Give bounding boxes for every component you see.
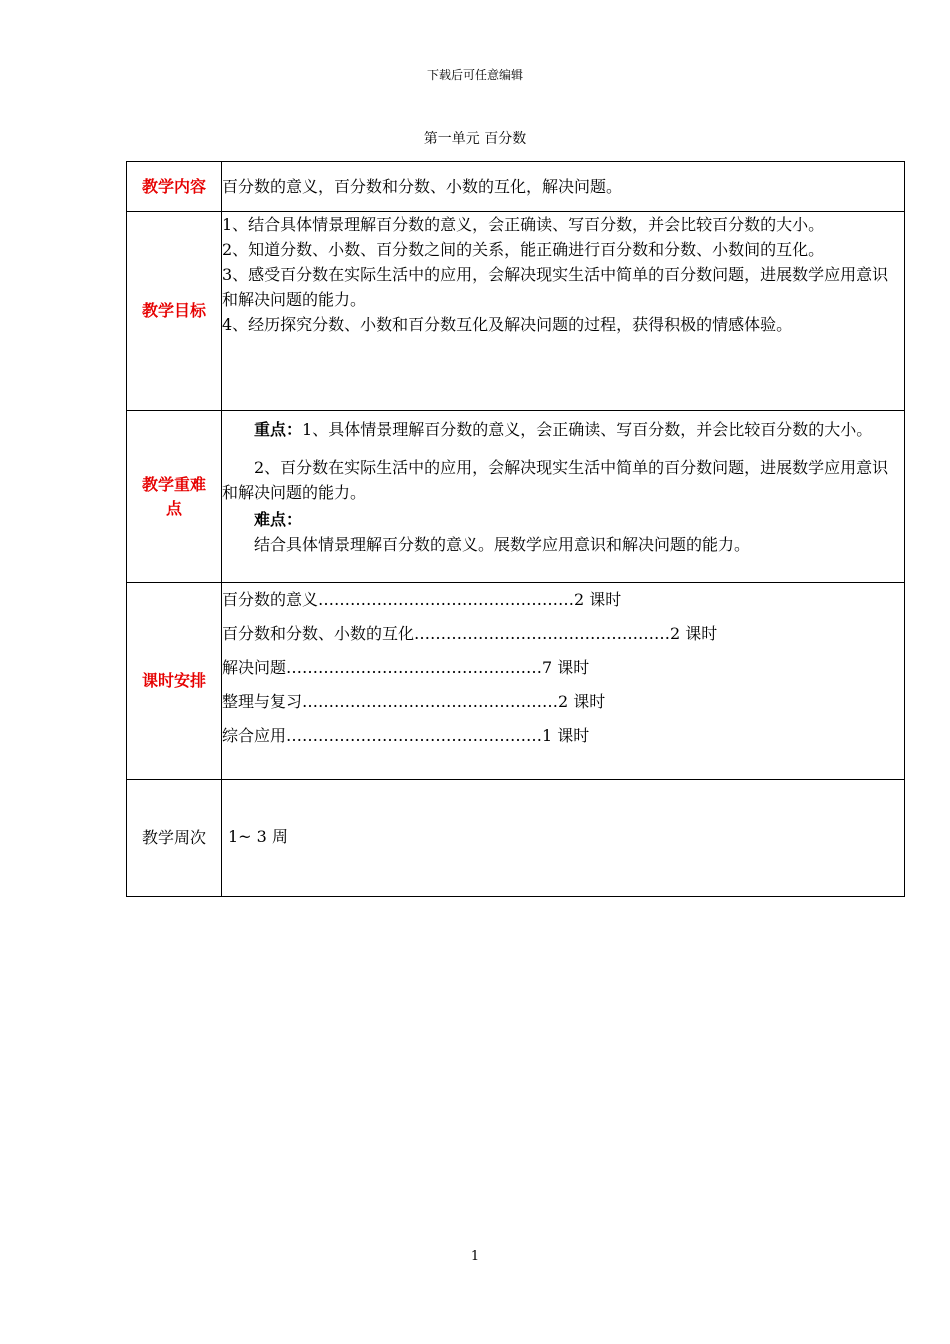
label-key-difficult-points: [127, 411, 222, 583]
difficult-text: 结合具体情景理解百分数的意义。展数学应用意识和解决问题的能力。: [254, 535, 751, 554]
header-note: 下载后可任意编辑: [426, 68, 523, 82]
label-teaching-weeks: 教学周次: [127, 780, 222, 897]
label-teaching-content: 教学内容: [127, 162, 222, 212]
cell-schedule: [222, 583, 905, 780]
schedule-item: 整理与复习…………………………………………2 课时: [222, 692, 606, 711]
lesson-plan-table: [126, 161, 905, 897]
document-title: 第一单元 百分数: [423, 131, 527, 147]
schedule-item: 综合应用…………………………………………1 课时: [222, 726, 590, 745]
goal-item: 3、感受百分数在实际生活中的应用，会解决现实生活中简单的百分数问题，进展数学应用意识和解决问题的能力。: [222, 265, 889, 309]
schedule-item: 百分数和分数、小数的互化…………………………………………2 课时: [222, 624, 718, 643]
label-schedule: 课时安排: [127, 583, 222, 780]
key-point-1: [222, 411, 904, 449]
teaching-content-text: 百分数的意义，百分数和分数、小数的互化，解决问题。: [222, 177, 623, 196]
table-row-schedule: [127, 583, 905, 780]
key-heading: 重点：: [254, 420, 303, 439]
cell-teaching-goals: [222, 212, 905, 411]
schedule-item: 百分数的意义…………………………………………2 课时: [222, 590, 622, 609]
difficult-heading-line: [222, 505, 904, 532]
goal-item: 1、结合具体情景理解百分数的意义，会正确读、写百分数，并会比较百分数的大小。: [222, 215, 825, 234]
cell-teaching-content: [222, 162, 905, 212]
page-number: 1: [470, 1249, 480, 1264]
table-row-weeks: [127, 780, 905, 897]
cell-key-difficult-points: [222, 411, 905, 583]
label-teaching-goals: 教学目标: [127, 212, 222, 411]
goal-item: 2、知道分数、小数、百分数之间的关系，能正确进行百分数和分数、小数间的互化。: [222, 240, 825, 259]
schedule-item: 解决问题…………………………………………7 课时: [222, 658, 590, 677]
weeks-text: 1~ 3 周: [228, 827, 288, 846]
table-row-content: [127, 162, 905, 212]
goal-item: 4、经历探究分数、小数和百分数互化及解决问题的过程，获得积极的情感体验。: [222, 315, 793, 334]
key-item-1: 1、具体情景理解百分数的意义，会正确读、写百分数，并会比较百分数的大小。: [302, 420, 873, 439]
table-row-key-points: [127, 411, 905, 583]
difficult-heading: 难点：: [254, 510, 303, 529]
table-row-goals: [127, 212, 905, 411]
key-item-2: 2、百分数在实际生活中的应用，会解决现实生活中简单的百分数问题，进展数学应用意识和解决问题的能力。: [222, 458, 889, 502]
label-line-2: 点: [165, 498, 182, 518]
label-line-1: 教学重难: [141, 474, 206, 494]
cell-teaching-weeks: [222, 780, 905, 897]
